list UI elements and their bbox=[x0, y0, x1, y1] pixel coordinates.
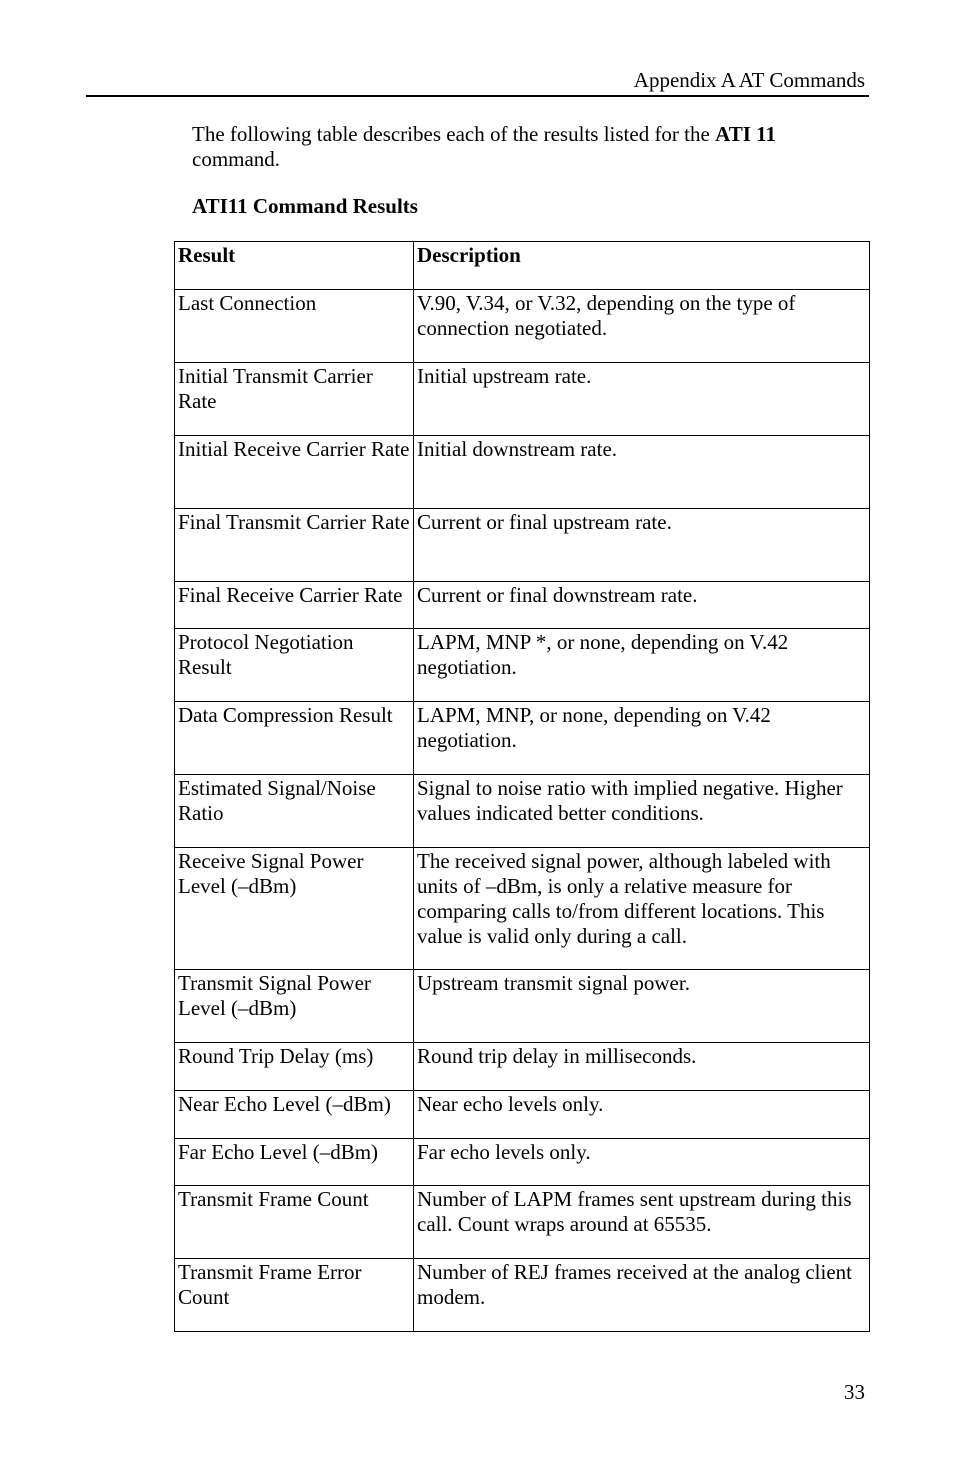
result-cell: Far Echo Level (–dBm) bbox=[175, 1139, 414, 1186]
table-row bbox=[175, 629, 870, 702]
table-row bbox=[175, 1259, 870, 1332]
table-row bbox=[175, 1091, 870, 1139]
results-table bbox=[174, 241, 870, 1332]
description-cell: Number of LAPM frames sent upstream during this call. Count wraps around at 65535. bbox=[414, 1186, 870, 1259]
table-row bbox=[175, 582, 870, 629]
column-header-description: Description bbox=[414, 242, 870, 290]
running-header: Appendix A AT Commands bbox=[633, 68, 865, 92]
result-cell: Transmit Frame Count bbox=[175, 1186, 414, 1259]
table-header-row bbox=[175, 242, 870, 290]
description-cell: LAPM, MNP *, or none, depending on V.42 negotiation. bbox=[414, 629, 870, 702]
description-cell: Upstream transmit signal power. bbox=[414, 970, 870, 1043]
column-header-result: Result bbox=[175, 242, 414, 290]
description-cell: Number of REJ frames received at the analog client modem. bbox=[414, 1259, 870, 1332]
description-cell: LAPM, MNP, or none, depending on V.42 negotiation. bbox=[414, 702, 870, 775]
result-cell: Data Compression Result bbox=[175, 702, 414, 775]
result-cell: Near Echo Level (–dBm) bbox=[175, 1091, 414, 1139]
description-cell: Near echo levels only. bbox=[414, 1091, 870, 1139]
description-cell: Signal to noise ratio with implied negative. Higher values indicated better conditions. bbox=[414, 775, 870, 848]
intro-command: ATI 11 bbox=[715, 122, 776, 146]
table-body bbox=[175, 290, 870, 1332]
table-row bbox=[175, 363, 870, 436]
description-cell: Far echo levels only. bbox=[414, 1139, 870, 1186]
description-cell: Initial upstream rate. bbox=[414, 363, 870, 436]
result-cell: Initial Transmit Carrier Rate bbox=[175, 363, 414, 436]
table-row bbox=[175, 702, 870, 775]
table-row bbox=[175, 848, 870, 970]
description-cell: Initial downstream rate. bbox=[414, 436, 870, 509]
result-cell: Last Connection bbox=[175, 290, 414, 363]
table-row bbox=[175, 775, 870, 848]
result-cell: Estimated Signal/Noise Ratio bbox=[175, 775, 414, 848]
result-cell: Receive Signal Power Level (–dBm) bbox=[175, 848, 414, 970]
intro-paragraph bbox=[192, 122, 852, 172]
result-cell: Protocol Negotiation Result bbox=[175, 629, 414, 702]
table-title: ATI11 Command Results bbox=[192, 194, 418, 218]
result-cell: Final Receive Carrier Rate bbox=[175, 582, 414, 629]
result-cell: Transmit Frame Error Count bbox=[175, 1259, 414, 1332]
page-number: 33 bbox=[844, 1380, 865, 1404]
intro-text-after: command. bbox=[192, 147, 281, 171]
result-cell: Final Transmit Carrier Rate bbox=[175, 509, 414, 582]
description-cell: Current or final downstream rate. bbox=[414, 582, 870, 629]
table-row bbox=[175, 970, 870, 1043]
header-rule bbox=[86, 95, 869, 97]
description-cell: V.90, V.34, or V.32, depending on the type of connection negotiated. bbox=[414, 290, 870, 363]
description-cell: The received signal power, although labeled with units of –dBm, is only a relative measure for comparing calls to/from different locations. This value is valid only during a call. bbox=[414, 848, 870, 970]
result-cell: Transmit Signal Power Level (–dBm) bbox=[175, 970, 414, 1043]
table-row bbox=[175, 1043, 870, 1091]
table-row bbox=[175, 436, 870, 509]
table-row bbox=[175, 509, 870, 582]
table-row bbox=[175, 1139, 870, 1186]
intro-text-before: The following table describes each of the results listed for the bbox=[192, 122, 716, 146]
result-cell: Initial Receive Carrier Rate bbox=[175, 436, 414, 509]
description-cell: Round trip delay in milliseconds. bbox=[414, 1043, 870, 1091]
result-cell: Round Trip Delay (ms) bbox=[175, 1043, 414, 1091]
table-row bbox=[175, 290, 870, 363]
description-cell: Current or final upstream rate. bbox=[414, 509, 870, 582]
table-row bbox=[175, 1186, 870, 1259]
